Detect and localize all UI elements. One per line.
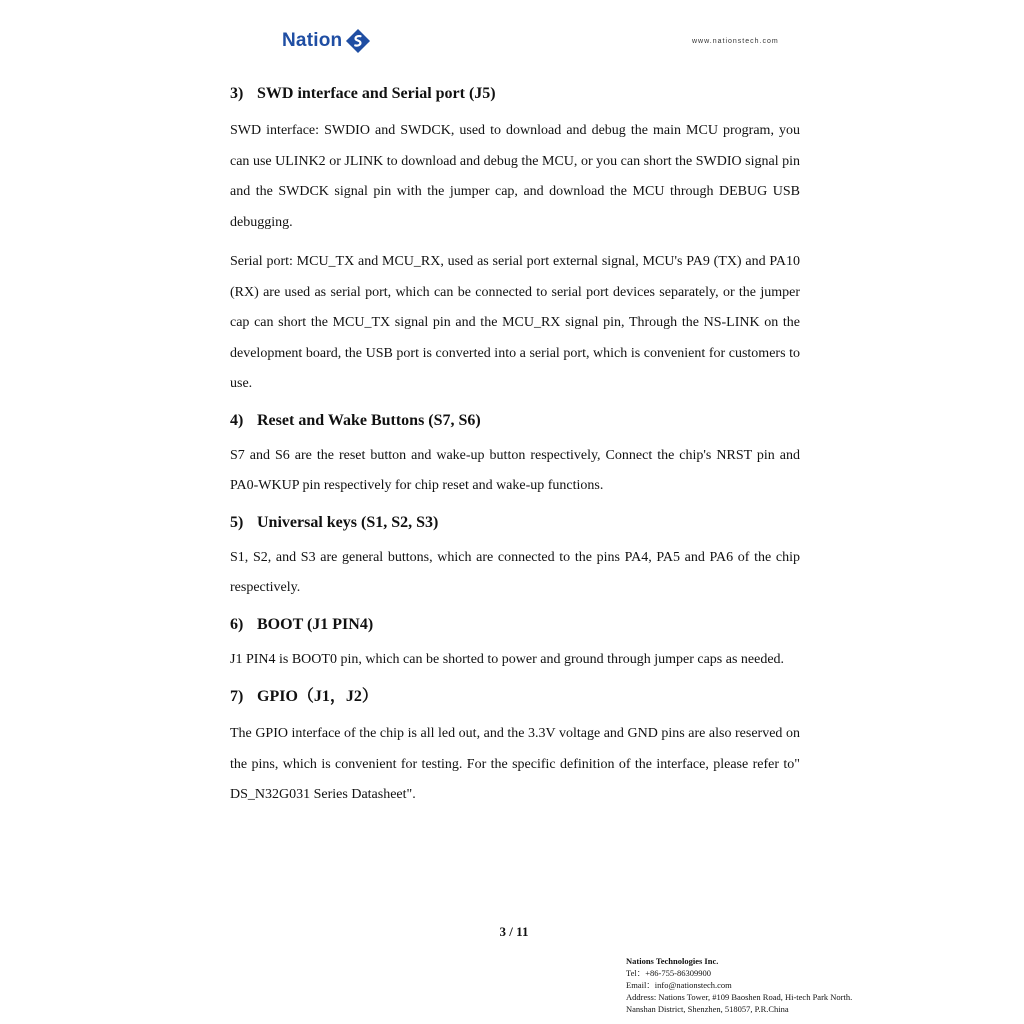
paragraph-reset-wake: S7 and S6 are the reset button and wake-up button respectively, Connect the chip's NRST pin and PA0-WKUP pin respectively for chip reset and wake-up functions.	[230, 447, 800, 493]
paragraph-swd-interface: SWD interface: SWDIO and SWDCK, used to download and debug the main MCU program, you can use ULINK2 or JLINK to download and debug the MCU, or you can short the SWDIO signal pin and the SWDCK signal pin with the jumper cap, and download the MCU through DEBUG USB debugging.	[230, 123, 800, 230]
paragraph-gpio: The GPIO interface of the chip is all led out, and the 3.3V voltage and GND pins are also reserved on the pins, which is convenient for testing. For the specific definition of the interface, please refer to" DS_N32G031 Series Datasheet".	[230, 726, 800, 802]
section-heading-boot	[230, 613, 800, 637]
company-address-line1: Address: Nations Tower, #109 Baoshen Road, Hi-tech Park North.	[626, 992, 853, 1002]
website-url: www.nationstech.com	[692, 38, 779, 45]
page-header	[0, 0, 1024, 70]
section-title: Universal keys (S1, S2, S3)	[257, 513, 439, 531]
paragraph-boot: J1 PIN4 is BOOT0 pin, which can be shorted to power and ground through jumper caps as needed.	[230, 651, 785, 667]
section-heading-reset-wake	[230, 409, 800, 433]
section-number: 6)	[230, 615, 244, 633]
paragraph-universal-keys: S1, S2, and S3 are general buttons, which are connected to the pins PA4, PA5 and PA6 of the chip respectively.	[230, 549, 800, 595]
company-name: Nations Technologies Inc.	[626, 956, 719, 966]
section-number: 3)	[230, 85, 244, 102]
nation-logo	[282, 26, 371, 56]
section-heading-universal-keys	[230, 511, 800, 535]
section-title: SWD interface and Serial port (J5)	[257, 85, 496, 102]
logo-text: Nation	[282, 30, 343, 51]
section-heading-gpio	[230, 685, 800, 709]
page-number: 3 / 11	[499, 924, 529, 939]
document-body	[230, 82, 800, 811]
section-number: 7)	[230, 688, 244, 705]
section-title: Reset and Wake Buttons (S7, S6)	[257, 411, 481, 429]
footer-company-info	[626, 955, 852, 1015]
section-heading-swd	[230, 82, 800, 106]
paragraph-serial-port: Serial port: MCU_TX and MCU_RX, used as serial port external signal, MCU's PA9 (TX) and PA10 (RX) are used as serial port, which can be connected to serial port devices separately, or the jumper cap can short the MCU_TX signal pin and the MCU_RX signal pin, Through the NS-LINK on the development board, the USB port is converted into a serial port, which is convenient for customers to use.	[230, 254, 800, 391]
section-number: 5)	[230, 513, 244, 531]
company-tel: Tel：+86-755-86309900	[626, 968, 711, 978]
company-address-line2: Nanshan District, Shenzhen, 518057, P.R.China	[626, 1004, 789, 1014]
section-title: BOOT (J1 PIN4)	[257, 615, 374, 633]
nation-logo-mark-icon	[345, 28, 371, 54]
section-title: GPIO（J1，J2）	[257, 688, 378, 705]
company-email: Email：info@nationstech.com	[626, 980, 732, 990]
section-number: 4)	[230, 411, 244, 429]
